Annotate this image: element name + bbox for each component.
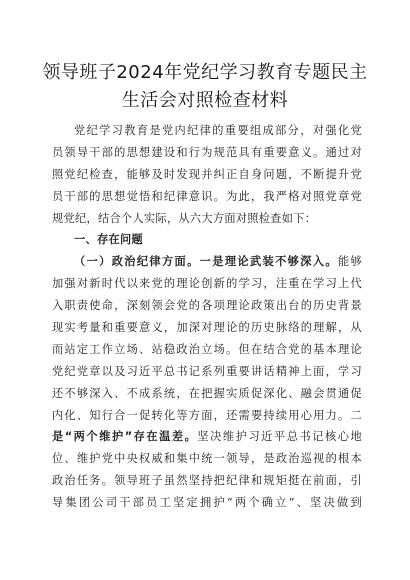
paragraph-lead-rest: 能够 — [337, 255, 362, 269]
paragraph-line: 导集团公司干部员工坚定拥护“两个确立”、坚决做到 — [52, 496, 362, 510]
paragraph-line: 党纪党章以及习近平总书记系列重要讲话精神上面，学习 — [52, 364, 362, 378]
document-title-line-1: 领导班子2024年党纪学习教育专题民主 — [42, 62, 368, 83]
paragraph-line: 而站定工作立场、站稳政治立场。但在结合党的基本理论 — [52, 342, 362, 356]
paragraph-lead-bold: （一）政治纪律方面。一是理论武装不够深入。 — [74, 255, 338, 269]
intro-line: 党纪学习教育是党内纪律的重要组成部分，对强化党 — [74, 124, 362, 137]
paragraph-bold-phrase: 是“两个维护”存在温差。 — [52, 430, 198, 444]
document-body — [52, 120, 362, 514]
intro-line: 员干部的思想觉悟和纪律意识。为此，我严格对照党章党 — [52, 189, 362, 203]
paragraph-line: 内化、知行合一促转化等方面，还需要持续用心用力。二 — [52, 408, 362, 422]
intro-line: 员领导干部的思想建设和行为规范具有重要意义。通过对 — [52, 145, 362, 159]
intro-line: 规党纪，结合个人实际，从六大方面对照检查如下： — [52, 211, 317, 225]
paragraph-line: 入职责使命，深刻领会党的各项理论政策出台的历史背景 — [52, 299, 362, 313]
paragraph-line: 加强对新时代以来党的理论创新的学习，注重在学习上代 — [52, 277, 362, 291]
paragraph-line: 还不够深入、不成系统，在把握实质促深化、融会贯通促 — [52, 386, 362, 400]
paragraph-line: 政治任务。领导班子虽然坚持把纪律和规矩挺在前面，引 — [52, 474, 362, 488]
paragraph-line: 位、维护党中央权威和集中统一领导，是政治巡视的根本 — [52, 452, 362, 466]
intro-line: 照党纪检查，能够及时发现并纠正自身问题，不断提升党 — [52, 167, 362, 181]
paragraph-rest: 坚决维护习近平总书记核心地 — [197, 430, 362, 444]
paragraph-line — [52, 426, 362, 448]
paragraph-line — [52, 251, 362, 273]
paragraph-line: 现实考量和重要意义，加深对理论的历史脉络的理解，从 — [52, 321, 362, 335]
document-title-line-2: 生活会对照检查材料 — [121, 90, 289, 111]
section-heading: 一、存在问题 — [74, 233, 143, 247]
